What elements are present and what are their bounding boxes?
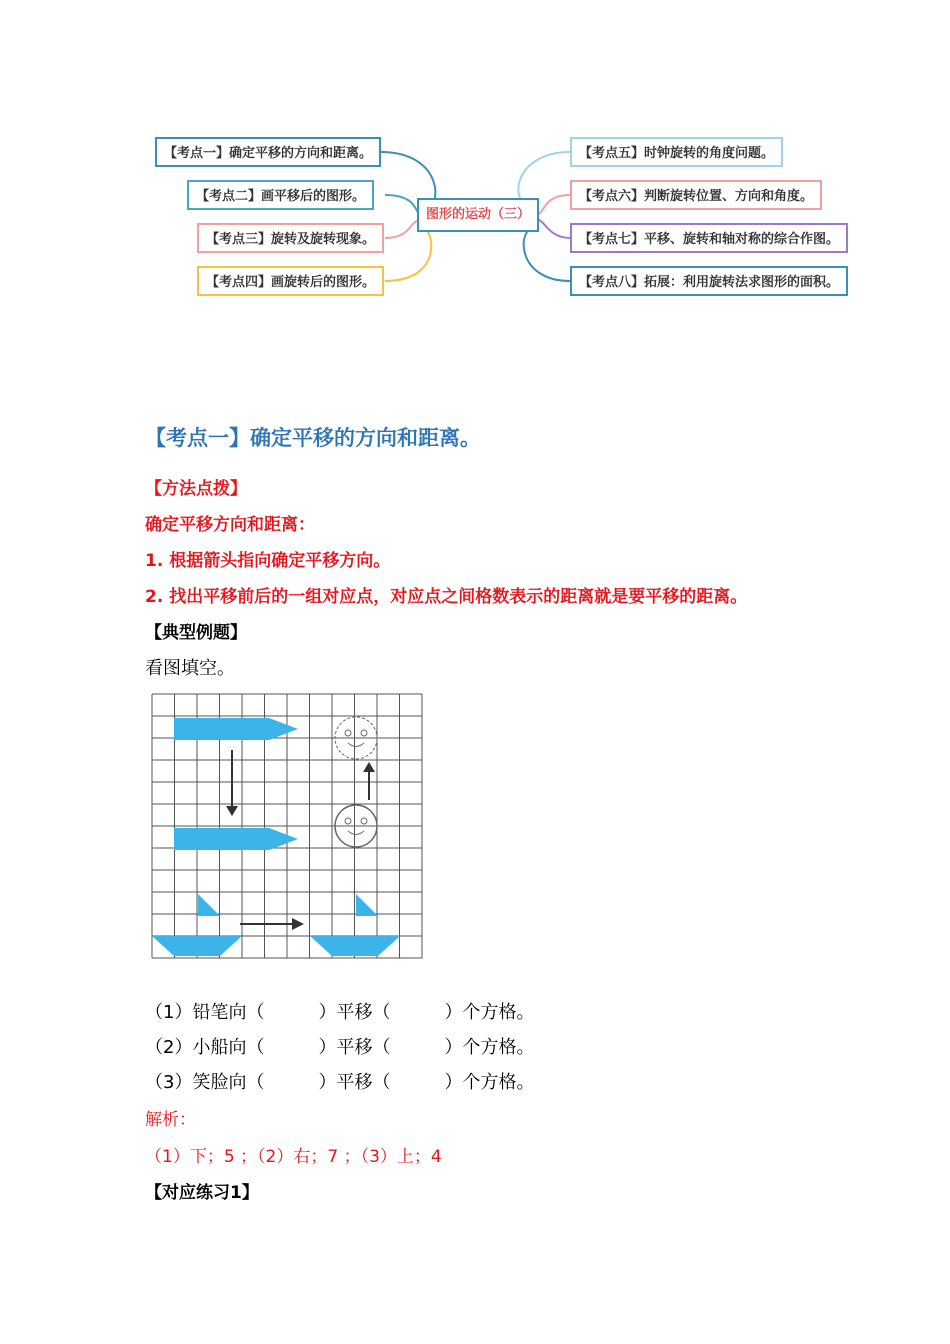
pencil-moved — [174, 828, 298, 850]
mindmap-node-2: 【考点二】画平移后的图形。 — [187, 180, 374, 210]
mindmap-node-1: 【考点一】确定平移的方向和距离。 — [155, 137, 381, 167]
mindmap-node-5: 【考点五】时钟旋转的角度问题。 — [570, 137, 783, 167]
boat-sail-original — [198, 894, 220, 916]
instruction: 看图填空。 — [145, 658, 235, 679]
analysis-label: 解析： — [145, 1110, 196, 1130]
boat-hull-moved — [310, 936, 400, 956]
method-line-2: 1. 根据箭头指向确定平移方向。 — [145, 551, 391, 571]
practice-heading: 【对应练习1】 — [145, 1183, 259, 1203]
method-line-1: 确定平移方向和距离： — [145, 515, 315, 535]
mindmap-node-7: 【考点七】平移、旋转和轴对称的综合作图。 — [570, 223, 848, 253]
right-arrowhead — [292, 918, 304, 930]
translation-figure — [148, 690, 430, 962]
method-line-3: 2. 找出平移前后的一组对应点，对应点之间格数表示的距离就是要平移的距离。 — [145, 587, 748, 607]
example-heading: 【典型例题】 — [145, 623, 247, 643]
mindmap-node-3: 【考点三】旋转及旋转现象。 — [197, 223, 384, 253]
mindmap-node-4: 【考点四】画旋转后的图形。 — [197, 266, 384, 296]
mindmap-node-6: 【考点六】判断旋转位置、方向和角度。 — [570, 180, 822, 210]
up-arrowhead — [363, 762, 375, 772]
method-heading: 【方法点拨】 — [145, 479, 247, 499]
analysis-answer: （1）下；5 ；（2）右；7 ；（3）上；4 — [145, 1147, 442, 1167]
question-3: （3）笑脸向（ ）平移（ ）个方格。 — [145, 1072, 535, 1093]
section-title: 【考点一】确定平移的方向和距离。 — [145, 426, 481, 450]
pencil-original — [174, 718, 298, 740]
mindmap-center: 图形的运动（三） — [417, 198, 539, 232]
down-arrowhead — [226, 806, 238, 816]
question-2: （2）小船向（ ）平移（ ）个方格。 — [145, 1037, 535, 1058]
boat-sail-moved — [356, 894, 378, 916]
mind-map — [145, 122, 867, 310]
boat-hull-original — [152, 936, 242, 956]
mindmap-node-8: 【考点八】拓展：利用旋转法求图形的面积。 — [570, 266, 848, 296]
question-1: （1）铅笔向（ ）平移（ ）个方格。 — [145, 1002, 535, 1023]
